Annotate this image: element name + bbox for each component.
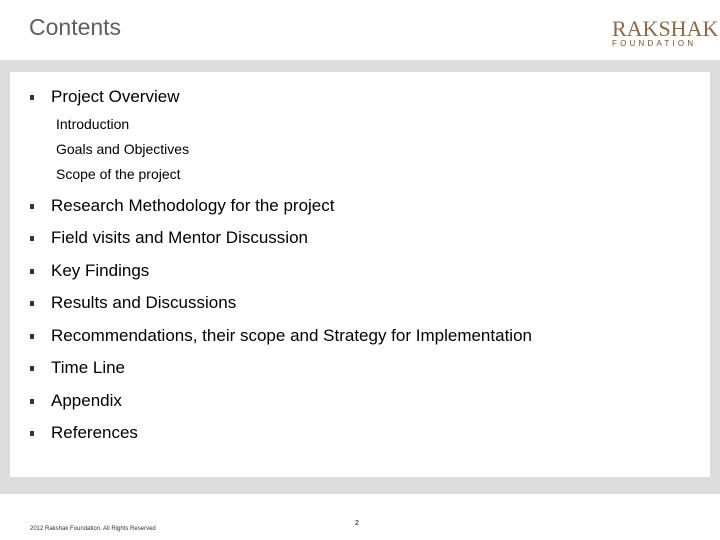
content-frame: [0, 60, 720, 494]
contents-item-results: Results and Discussions: [51, 293, 237, 312]
bullet-icon: [30, 204, 34, 209]
contents-subitem-goals: Goals and Objectives: [56, 141, 190, 157]
bullet-icon: [30, 301, 34, 306]
bullet-icon: [30, 431, 34, 436]
contents-item-field-visits: Field visits and Mentor Discussion: [51, 228, 308, 247]
logo-sub-text: FOUNDATION: [612, 39, 697, 48]
bullet-icon: [30, 366, 34, 371]
bullet-icon: [30, 95, 34, 100]
contents-item-project-overview: Project Overview: [51, 87, 180, 106]
footer-copyright: 2012 Rakshak Foundation. All Rights Reserved: [30, 526, 156, 532]
page-number: 2: [355, 520, 359, 527]
bullet-icon: [30, 334, 34, 339]
contents-item-time-line: Time Line: [51, 358, 126, 377]
bullet-icon: [30, 269, 34, 274]
bullet-icon: [30, 399, 34, 404]
contents-item-key-findings: Key Findings: [51, 261, 150, 280]
contents-item-research-methodology: Research Methodology for the project: [51, 196, 335, 215]
logo-main-text: RAKSHAK: [612, 16, 719, 41]
contents-subitem-introduction: Introduction: [56, 116, 130, 132]
contents-item-appendix: Appendix: [51, 391, 122, 410]
contents-panel: [10, 72, 710, 477]
slide-title: Contents: [29, 14, 122, 40]
bullet-icon: [30, 236, 34, 241]
contents-item-references: References: [51, 423, 138, 442]
rakshak-logo: [612, 16, 719, 49]
contents-subitem-scope: Scope of the project: [56, 166, 181, 182]
contents-item-recommendations: Recommendations, their scope and Strategy for Implementation: [51, 326, 532, 345]
